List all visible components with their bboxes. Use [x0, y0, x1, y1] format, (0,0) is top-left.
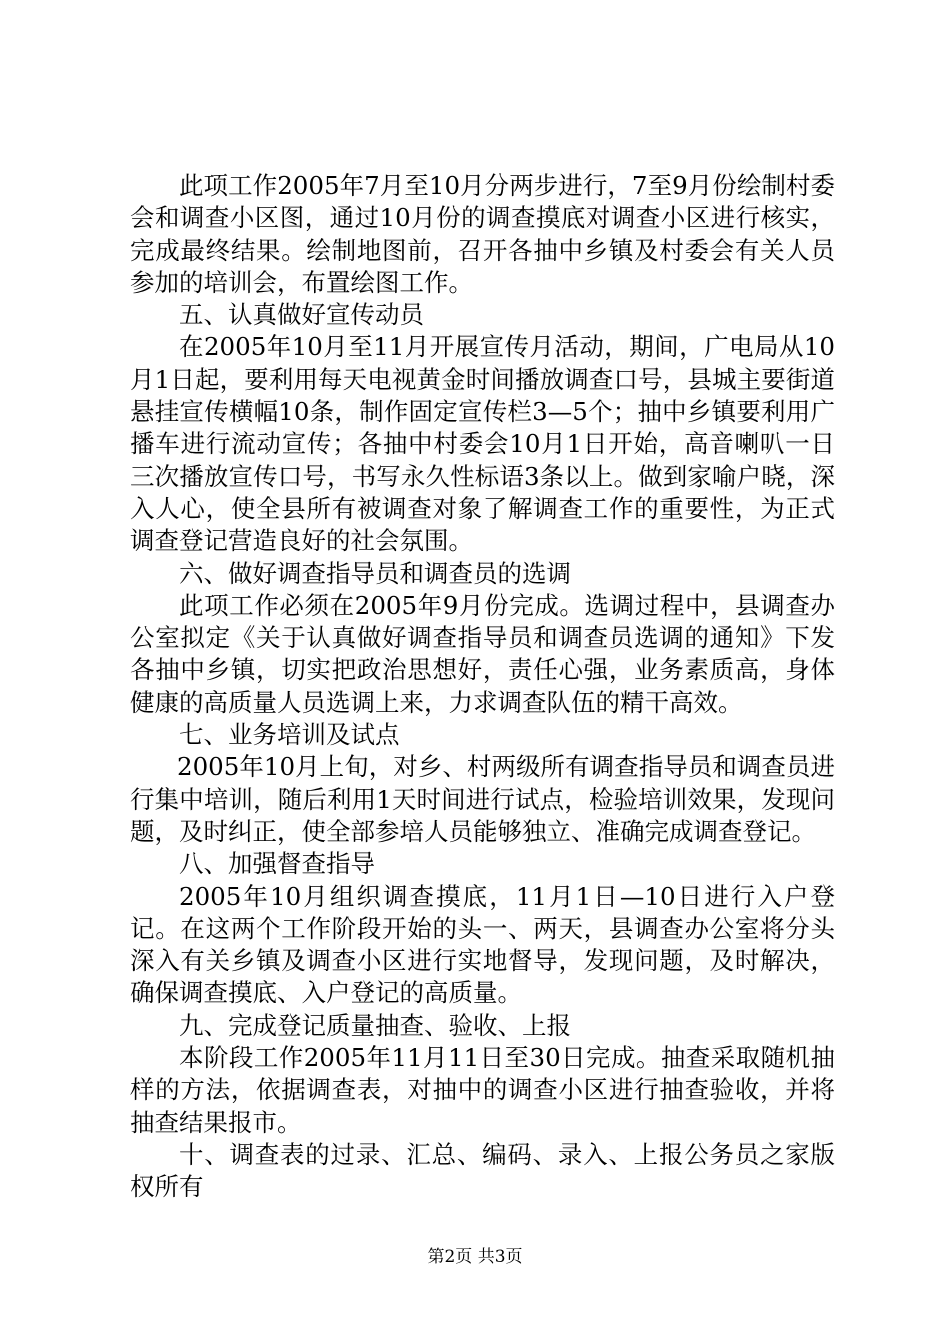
- section-heading-5: 五、认真做好宣传动员: [179, 300, 424, 330]
- section-heading-7: 七、业务培训及试点: [179, 720, 400, 750]
- page-number-footer: 第2页 共3页: [427, 1247, 523, 1267]
- section-heading-6: 六、做好调查指导员和调查员的选调: [179, 558, 571, 588]
- paragraph-staff-selection: 此项工作必须在2005年9月份完成。选调过程中，县调查办公室拟定《关于认真做好调查指导员和调查员选调的通知》下发各抽中乡镇，切实把政治思想好，责任心强，业务素质高，身体健康的高质量人员选调上来，力求调查队伍的精干高效。: [130, 590, 835, 717]
- section-heading-9: 九、完成登记质量抽查、验收、上报: [179, 1010, 571, 1040]
- paragraph-publicity: 在2005年10月至11月开展宣传月活动，期间，广电局从10月1日起，要利用每天电视黄金时间播放调查口号，县城主要街道悬挂宣传横幅10条，制作固定宣传栏3—5个；抽中乡镇要利用广播车进行流动宣传；各抽中村委会10月1日开始，高音喇叭一日三次播放宣传口号，书写永久性标语3条以上。做到家喻户晓，深入人心，使全县所有被调查对象了解调查工作的重要性，为正式调查登记营造良好的社会氛围。: [130, 332, 835, 556]
- document-body: [130, 170, 835, 1204]
- paragraph-training: 2005年10月上旬，对乡、村两级所有调查指导员和调查员进行集中培训，随后利用1天时间进行试点，检验培训效果，发现问题，及时纠正，使全部参培人员能够独立、准确完成调查登记。: [130, 752, 835, 846]
- paragraph-supervision: 2005年10月组织调查摸底，11月1日—10日进行入户登记。在这两个工作阶段开始的头一、两天，县调查办公室将分头深入有关乡镇及调查小区进行实地督导，发现问题，及时解决，确保调查摸底、入户登记的高质量。: [130, 881, 835, 1008]
- paragraph-inspection: 本阶段工作2005年11月11日至30日完成。抽查采取随机抽样的方法，依据调查表，对抽中的调查小区进行抽查验收，并将抽查结果报市。: [130, 1043, 835, 1137]
- paragraph-map-drawing: 此项工作2005年7月至10月分两步进行，7至9月份绘制村委会和调查小区图，通过10月份的调查摸底对调查小区进行核实，完成最终结果。绘制地图前，召开各抽中乡镇及村委会有关人员参加的培训会，布置绘图工作。: [130, 171, 835, 297]
- section-heading-10: 十、调查表的过录、汇总、编码、录入、上报公务员之家版权所有: [130, 1139, 835, 1202]
- section-heading-8: 八、加强督查指导: [179, 849, 375, 879]
